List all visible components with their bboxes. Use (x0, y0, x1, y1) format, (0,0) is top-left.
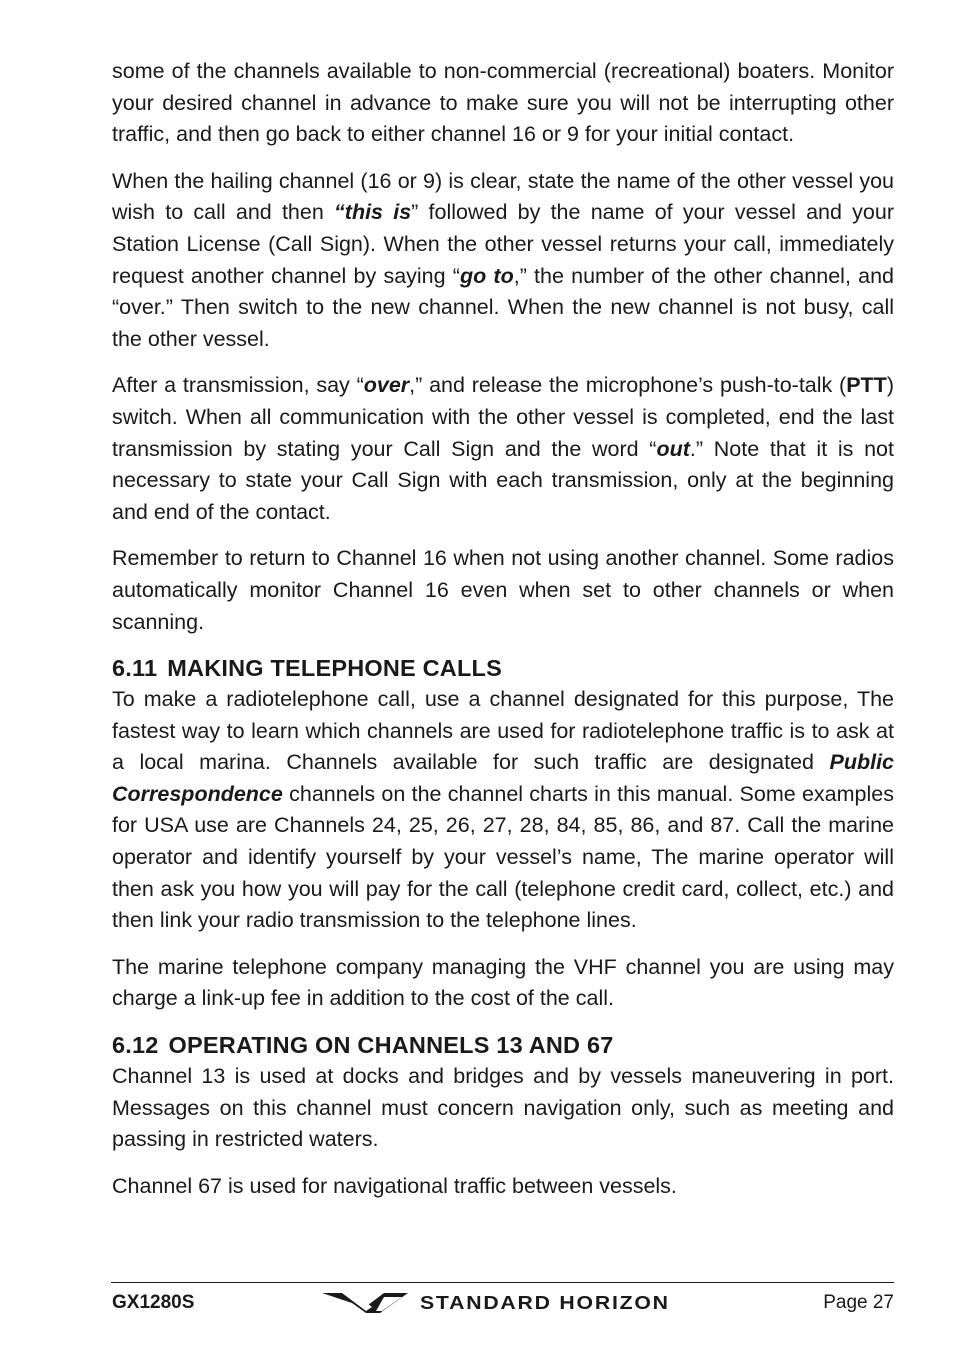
strong-ptt: PTT (846, 373, 887, 398)
footer-divider (111, 1282, 894, 1283)
emphasis-out: out (656, 436, 690, 461)
section-number: 6.11 (112, 655, 158, 682)
emphasis-over: over (363, 373, 410, 398)
emphasis-go-to: go to (459, 263, 514, 288)
text: ,” the number of the other channel, and “over.” Then switch to the new channel. When the new channel is not busy, call the other vessel. (112, 263, 894, 351)
emphasis-public-correspondence: Public Correspondence (112, 750, 894, 806)
section-heading-6-11 (112, 653, 894, 684)
text: .” Note that it is not necessary to state your Call Sign with each transmission, only at the beginning and end of the contact. (112, 436, 894, 524)
paragraph-channel-13: Channel 13 is used at docks and bridges and by vessels maneuvering in port. Messages on this channel must concern navigation only, such as meeting and passing in restricted waters. (112, 1064, 894, 1152)
paragraph-return-16: Remember to return to Channel 16 when not using another channel. Some radios automatically monitor Channel 16 even when set to other channels or when scanning. (112, 546, 894, 634)
page-content (112, 56, 894, 1217)
paragraph-channel-67: Channel 67 is used for navigational traffic between vessels. (112, 1173, 677, 1198)
brand-name: STANDARD HORIZON (420, 1292, 670, 1313)
paragraph-channels-intro: some of the channels available to non-commercial (recreational) boaters. Monitor your desired channel in advance to make sure you will not be interrupting other traffic, and then go back to either channel 16 or 9 for your initial contact. (112, 59, 894, 147)
section-heading-6-12 (112, 1030, 894, 1061)
footer-model: GX1280S (112, 1292, 195, 1313)
paragraph-hailing (112, 166, 894, 356)
paragraph-telephone-calls (112, 684, 894, 937)
text: ) switch. When all communication with the other vessel is completed, end the last transmission by stating your Call Sign and the word “ (112, 373, 894, 461)
section-title: OPERATING ON CHANNELS 13 AND 67 (168, 1032, 614, 1059)
section-number: 6.12 (112, 1032, 159, 1059)
standard-horizon-logo-icon (322, 1291, 408, 1315)
page-number: Page 27 (823, 1292, 894, 1313)
paragraph-link-up-fee: The marine telephone company managing the VHF channel you are using may charge a link-up fee in addition to the cost of the call. (112, 954, 894, 1011)
brand-logo (322, 1288, 670, 1318)
text: ,” and release the microphone’s push-to-talk ( (409, 373, 847, 398)
text: To make a radiotelephone call, use a channel designated for this purpose, The fastest way to learn which channels are used for radiotelephone traffic is to ask at a local marina. Channels available for such traffic are designated (112, 687, 894, 775)
emphasis-this-is: “this is (334, 200, 412, 225)
text: After a transmission, say “ (112, 373, 364, 398)
text: channels on the channel charts in this manual. Some examples for USA use are Channels 24, 25, 26, 27, 28, 84, 85, 86, and 87. Call the marine operator and identify yourself by your vessel’s name, The marine operator will then ask you how you will pay for the call (telephone credit card, collect, etc.) and then link your radio transmission to the telephone lines. (112, 781, 894, 933)
text: ” followed by the name of your vessel and your Station License (Call Sign). When the other vessel returns your call, immediately request another channel by saying “ (112, 200, 894, 288)
section-title: MAKING TELEPHONE CALLS (167, 655, 502, 682)
text: When the hailing channel (16 or 9) is clear, state the name of the other vessel you wish to call and then (112, 168, 894, 225)
paragraph-transmission (112, 370, 894, 528)
